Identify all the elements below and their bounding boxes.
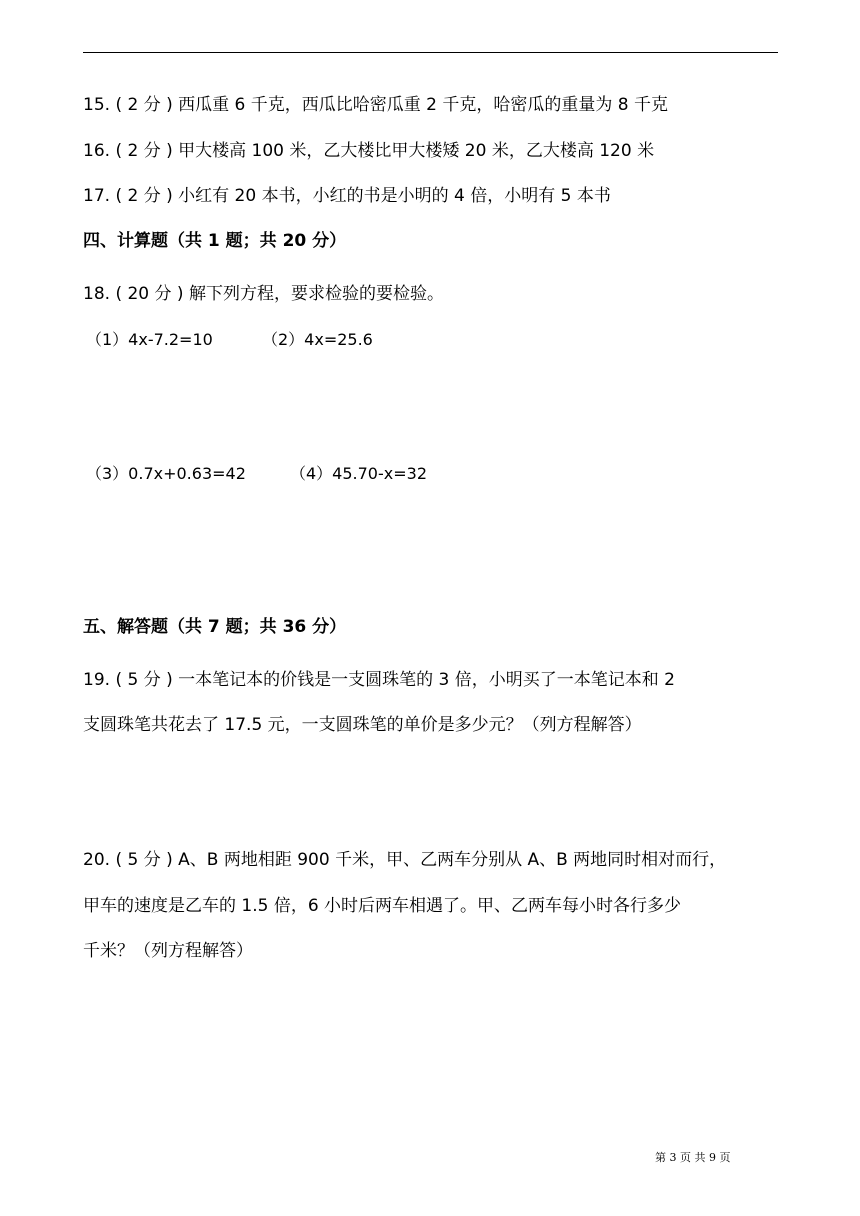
- question-17: 17. ( 2 分 ) 小红有 20 本书，小红的书是小明的 4 倍，小明有 5 本书: [83, 186, 611, 206]
- question-16: 16. ( 2 分 ) 甲大楼高 100 米，乙大楼比甲大楼矮 20 米，乙大楼高 120 米: [83, 141, 655, 161]
- equation-3: （3）0.7x+0.63=42: [86, 464, 246, 483]
- equation-2: （2）4x=25.6: [262, 330, 373, 349]
- question-15: 15. ( 2 分 ) 西瓜重 6 千克，西瓜比哈密瓜重 2 千克，哈密瓜的重量为 8 千克: [83, 95, 669, 115]
- question-20-line-3: 千米？（列方程解答）: [83, 941, 253, 961]
- question-19-line-2: 支圆珠笔共花去了 17.5 元，一支圆珠笔的单价是多少元？（列方程解答）: [83, 715, 642, 735]
- equation-4: （4）45.70-x=32: [290, 464, 427, 483]
- equation-1: （1）4x-7.2=10: [86, 330, 213, 349]
- question-20-line-1: 20. ( 5 分 ) A、B 两地相距 900 千米，甲、乙两车分别从 A、B 两地同时相对而行，: [83, 850, 727, 870]
- question-18: 18. ( 20 分 ) 解下列方程，要求检验的要检验。: [83, 284, 444, 304]
- question-20-line-2: 甲车的速度是乙车的 1.5 倍，6 小时后两车相遇了。甲、乙两车每小时各行多少: [83, 896, 682, 916]
- question-19-line-1: 19. ( 5 分 ) 一本笔记本的价钱是一支圆珠笔的 3 倍，小明买了一本笔记本和 2: [83, 670, 675, 690]
- header-rule: [83, 52, 778, 53]
- section-heading-answers: 五、解答题（共 7 题；共 36 分）: [83, 617, 347, 637]
- section-heading-calculation: 四、计算题（共 1 题；共 20 分）: [83, 231, 347, 251]
- page-number: 第 3 页 共 9 页: [655, 1151, 731, 1164]
